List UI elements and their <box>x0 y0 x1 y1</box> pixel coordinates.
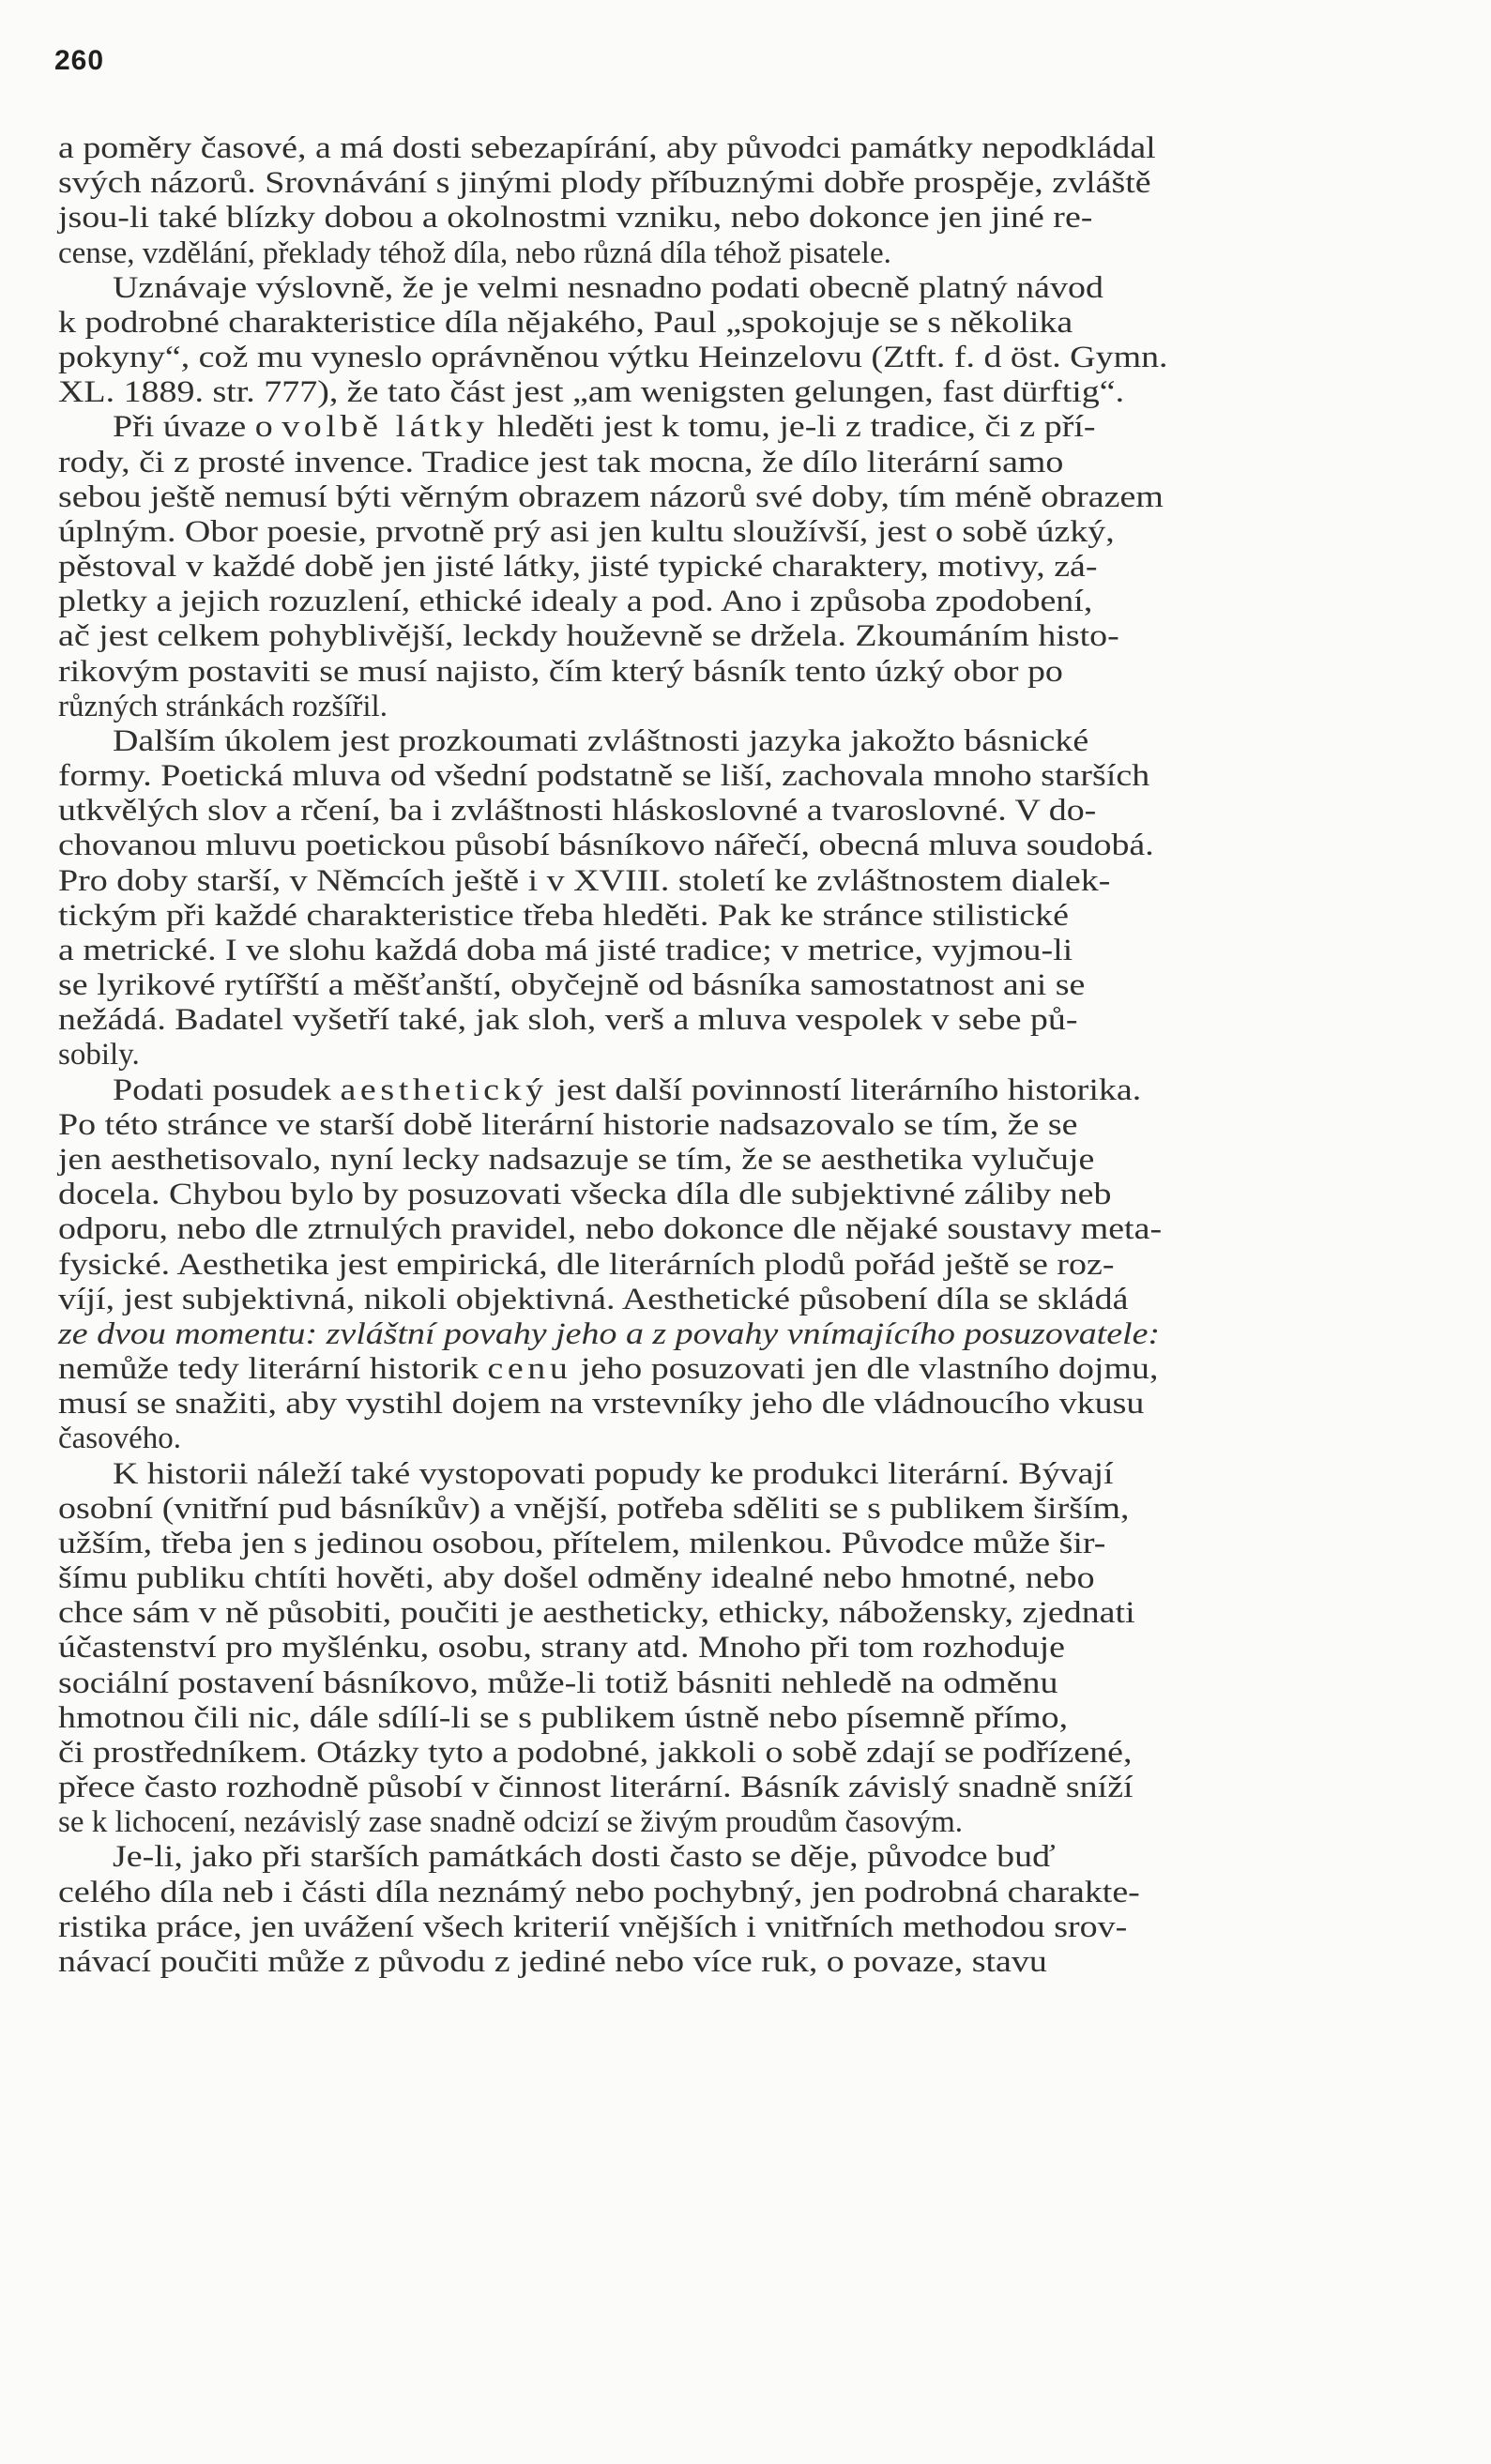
text-line <box>58 759 1421 794</box>
text-line-content: musí se snažiti, aby vystihl dojem na vrstevníky jeho dle vládnoucího vkusu <box>58 1387 1145 1422</box>
text-line-content: celého díla neb i části díla neznámý nebo pochybný, jen podrobná charakte- <box>58 1875 1140 1909</box>
text-line-content: k podrobné charakteristice díla nějakého, Paul „spokojuje se s několika <box>58 305 1073 340</box>
text-line-content: účastenství pro myšlénku, osobu, strany atd. Mnoho při tom rozhoduje <box>58 1631 1066 1665</box>
text-line-content: rody, či z prosté invence. Tradice jest tak mocna, že dílo literární samo <box>58 445 1064 479</box>
text-line-content: pěstoval v každé době jen jisté látky, jisté typické charaktery, motivy, zá- <box>58 550 1098 585</box>
text-line-content: svých názorů. Srovnávání s jinými plody příbuznými dobře prospěje, zvláště <box>58 166 1151 201</box>
text-line-content: pletky a jejich rozuzlení, ethické idealy a pod. Ano i způsoba zpodobení, <box>58 585 1093 619</box>
text-line <box>58 1457 1421 1492</box>
text-line <box>58 1143 1421 1178</box>
text-line <box>58 1108 1421 1143</box>
text-line <box>58 829 1421 863</box>
text-line <box>58 341 1421 375</box>
text-line-content: jen aesthetisovalo, nyní lecky nadsazuje se tím, že se aesthetika vylučuje <box>58 1142 1095 1177</box>
text-line-content: ač jest celkem pohyblivější, leckdy houževně se držela. Zkoumáním histo- <box>58 619 1119 654</box>
text-line <box>58 166 1421 201</box>
text-line <box>58 934 1421 968</box>
text-line <box>58 968 1421 1003</box>
text-line <box>58 794 1421 829</box>
text-line <box>58 1317 1421 1352</box>
text-line <box>58 410 1421 445</box>
text-line <box>58 1701 1421 1736</box>
text-line <box>58 1038 1421 1072</box>
text-line-content: se k lichocení, nezávislý zase snadně odcizí se živým proudům časovým. <box>58 1805 964 1840</box>
text-line <box>58 1212 1421 1247</box>
text-line-content: hmotnou čili nic, dále sdílí-li se s publikem ústně nebo písemně přímo, <box>58 1700 1069 1735</box>
text-line-content: Pro doby starší, v Němcích ještě i v XVIII. století ke zvláštnostem dialek- <box>58 863 1111 898</box>
text-line <box>58 690 1421 724</box>
text-line-content: víjí, jest subjektivná, nikoli objektivná. Aesthetické působení díla se skládá <box>58 1282 1129 1316</box>
text-line-content: osobní (vnitřní pud básníkův) a vnější, potřeba sděliti se s publikem širším, <box>58 1491 1130 1526</box>
text-line <box>58 1248 1421 1283</box>
text-line-content: Dalším úkolem jest prozkoumati zvláštnosti jazyka jakožto básnické <box>113 723 1089 758</box>
text-line <box>58 1666 1421 1701</box>
text-line <box>58 1736 1421 1771</box>
text-line-content: K historii náleží také vystopovati popudy ke produkci literární. Bývají <box>113 1456 1114 1491</box>
text-line-content: a metrické. I ve slohu každá doba má jisté tradice; v metrice, vyjmou-li <box>58 933 1073 967</box>
text-line <box>58 550 1421 585</box>
text-line-content: nemůže tedy literární historik cenu jeho posuzovati jen dle vlastního dojmu, <box>58 1352 1159 1387</box>
text-line <box>58 1178 1421 1212</box>
text-line-content: různých stránkách rozšířil. <box>58 689 388 723</box>
text-line-content: chce sám v ně působiti, poučiti je aestheticky, ethicky, nábožensky, zjednati <box>58 1596 1135 1631</box>
text-line-content: Podati posudek aesthetický jest další povinností literárního historika. <box>113 1072 1142 1107</box>
text-line-content: Je-li, jako při starších památkách dosti často se děje, původce buď <box>113 1840 1056 1875</box>
text-line-content: formy. Poetická mluva od všední podstatně se liší, zachovala mnoho starších <box>58 759 1150 794</box>
text-line-content: úplným. Obor poesie, prvotně prý asi jen kultu sloužívší, jest o sobě úzký, <box>58 514 1115 549</box>
text-line <box>58 375 1421 410</box>
text-line <box>58 271 1421 306</box>
text-line <box>58 864 1421 899</box>
text-line-content: rikovým postaviti se musí najisto, čím který básník tento úzký obor po <box>58 654 1063 689</box>
text-line-content: Uznávaje výslovně, že je velmi nesnadno podati obecně platný návod <box>113 270 1103 305</box>
text-line-content: fysické. Aesthetika jest empirická, dle literárních plodů pořád ještě se roz- <box>58 1247 1115 1282</box>
text-line <box>58 1352 1421 1387</box>
text-line-content: užším, třeba jen s jedinou osobou, přítelem, milenkou. Původce může šir- <box>58 1526 1106 1560</box>
text-line <box>58 201 1421 236</box>
text-line <box>58 724 1421 759</box>
text-line <box>58 1876 1421 1910</box>
text-line-content: sobily. <box>58 1038 140 1072</box>
text-line <box>58 1387 1421 1422</box>
text-line <box>58 1073 1421 1108</box>
text-line-content: časového. <box>58 1422 182 1456</box>
text-line-content: a poměry časové, a má dosti sebezapírání, aby původci památky nepodkládal <box>58 131 1156 165</box>
text-line <box>58 899 1421 934</box>
text-line <box>58 585 1421 619</box>
text-line <box>58 1631 1421 1665</box>
text-line-content: sebou ještě nemusí býti věrným obrazem názorů své doby, tím méně obrazem <box>58 479 1164 514</box>
text-line <box>58 131 1421 166</box>
text-line <box>58 1945 1421 1980</box>
text-line-content: XL. 1889. str. 777), že tato část jest „am wenigsten gelungen, fast dürftig“. <box>58 375 1125 410</box>
text-line-content: chovanou mluvu poetickou působí básníkovo nářečí, obecná mluva soudobá. <box>58 829 1154 863</box>
body-text <box>58 131 1421 1980</box>
text-line <box>58 1840 1421 1875</box>
text-line-content: či prostředníkem. Otázky tyto a podobné, jakkoli o sobě zdají se podřízené, <box>58 1735 1133 1770</box>
text-line-content: návací poučiti může z původu z jediné nebo více ruk, o povaze, stavu <box>58 1944 1047 1979</box>
text-line-content: přece často rozhodně působí v činnost literární. Básník závislý snadně sníží <box>58 1771 1133 1805</box>
text-line <box>58 1596 1421 1631</box>
text-line <box>58 1805 1421 1840</box>
text-line-content: utkvělých slov a rčení, ba i zvláštnosti hláskoslovné a tvaroslovné. V do- <box>58 794 1097 829</box>
text-line <box>58 1283 1421 1317</box>
text-line-content: ze dvou momentu: zvláštní povahy jeho a z povahy vnímajícího posuzovatele: <box>58 1316 1161 1351</box>
text-line <box>58 236 1421 271</box>
text-line <box>58 1527 1421 1561</box>
text-line-content: Při úvaze o volbě látky hleděti jest k tomu, je-li z tradice, či z pří- <box>113 410 1096 445</box>
text-line-content: tickým při každé charakteristice třeba hleděti. Pak ke stránce stilistické <box>58 898 1069 933</box>
text-line <box>58 306 1421 341</box>
text-line-content: cense, vzdělání, překlady téhož díla, nebo různá díla téhož pisatele. <box>58 236 891 270</box>
text-line-content: pokyny“, což mu vyneslo oprávněnou výtku Heinzelovu (Ztft. f. d öst. Gymn. <box>58 341 1168 375</box>
text-line <box>58 1422 1421 1456</box>
page-number: 260 <box>54 45 105 76</box>
text-line <box>58 1003 1421 1038</box>
text-line-content: sociální postavení básníkovo, může-li totiž básniti nehledě na odměnu <box>58 1665 1058 1700</box>
text-line-content: nežádá. Badatel vyšetří také, jak sloh, verš a mluva vespolek v sebe pů- <box>58 1003 1078 1038</box>
text-line <box>58 1771 1421 1805</box>
text-line <box>58 515 1421 550</box>
text-line <box>58 446 1421 480</box>
text-line <box>58 480 1421 515</box>
text-line <box>58 1561 1421 1596</box>
text-line-content: jsou-li také blízky dobou a okolnostmi vzniku, nebo dokonce jen jiné re- <box>58 201 1093 236</box>
text-line-content: šímu publiku chtíti hověti, aby došel odměny idealné nebo hmotné, nebo <box>58 1561 1095 1596</box>
text-line-content: docela. Chybou bylo by posuzovati všecka díla dle subjektivné záliby neb <box>58 1178 1112 1212</box>
text-line-content: ristika práce, jen uvážení všech kriterií vnějších i vnitřních methodou srov- <box>58 1909 1128 1944</box>
text-line-content: se lyrikové rytířští a měšťanští, obyčejně od básníka samostatnost ani se <box>58 968 1086 1003</box>
text-line <box>58 655 1421 690</box>
text-line <box>58 619 1421 654</box>
text-line-content: Po této stránce ve starší době literární historie nadsazovalo se tím, že se <box>58 1107 1078 1142</box>
text-line <box>58 1492 1421 1527</box>
text-line-content: odporu, nebo dle ztrnulých pravidel, nebo dokonce dle nějaké soustavy meta- <box>58 1212 1163 1247</box>
text-line <box>58 1910 1421 1945</box>
